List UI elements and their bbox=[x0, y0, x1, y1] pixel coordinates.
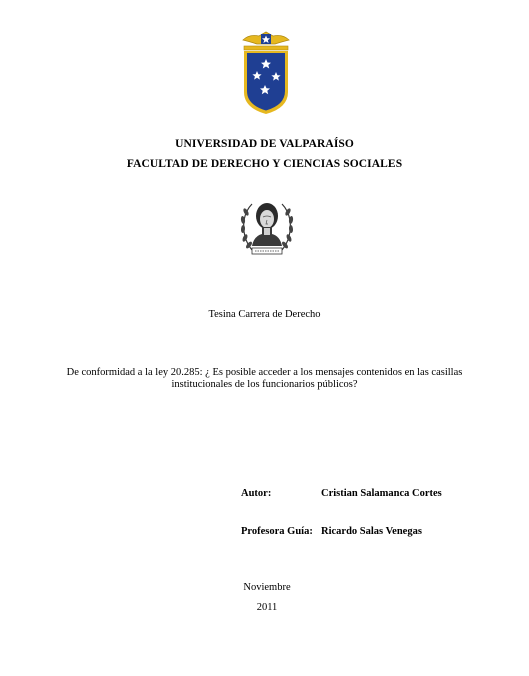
document-type: Tesina Carrera de Derecho bbox=[208, 309, 321, 320]
thesis-title bbox=[0, 367, 529, 391]
shield-stars-icon bbox=[241, 30, 291, 116]
date-year: 2011 bbox=[256, 602, 278, 613]
advisor-name: Ricardo Salas Venegas bbox=[321, 526, 422, 537]
thesis-title-line-2: institucionales de los funcionarios públicos? bbox=[171, 379, 358, 390]
university-name: UNIVERSIDAD DE VALPARAÍSO bbox=[175, 138, 354, 150]
laurel-bust-icon bbox=[238, 198, 296, 260]
author-label: Autor: bbox=[241, 488, 272, 499]
date-month: Noviembre bbox=[243, 582, 291, 593]
thesis-title-line-1: De conformidad a la ley 20.285: ¿ Es posible acceder a los mensajes contenidos en las casillas bbox=[66, 367, 463, 378]
advisor-label: Profesora Guía: bbox=[241, 526, 313, 537]
faculty-name: FACULTAD DE DERECHO Y CIENCIAS SOCIALES bbox=[126, 158, 403, 170]
faculty-emblem bbox=[238, 198, 296, 260]
university-logo bbox=[241, 30, 291, 116]
author-name: Cristian Salamanca Cortes bbox=[321, 488, 442, 499]
